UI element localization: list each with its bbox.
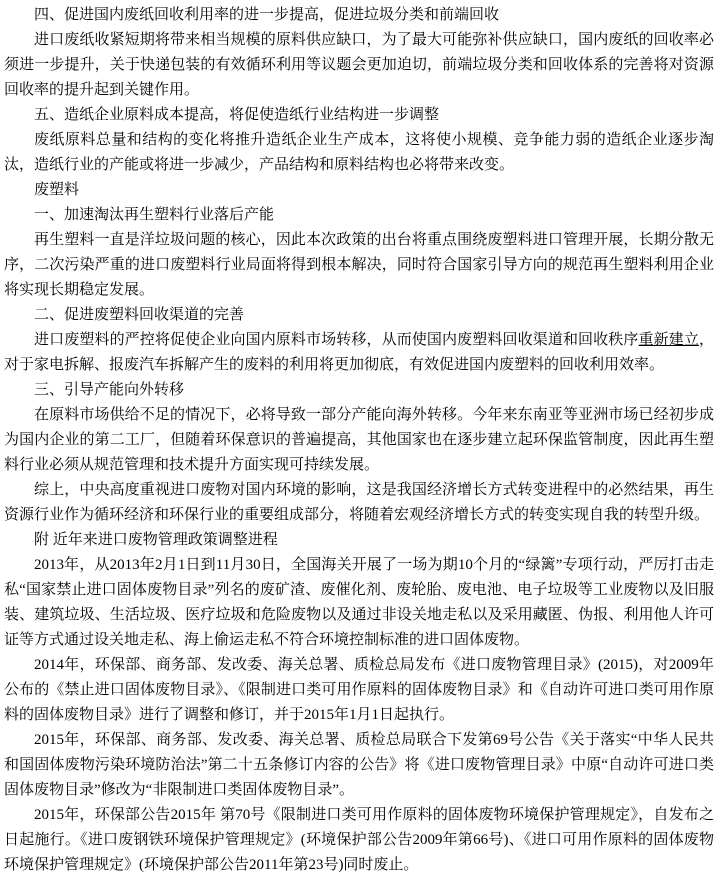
paragraph-policy-2015-no69: 2015年，环保部、商务部、发改委、海关总署、质检总局联合下发第69号公告《关于落实“中华人民共和国固体废物污染环境防治法”第二十五条修订内容的公告》将《进口废物管理目录》中原“自动许可进口类固体废物目录”修改为“非限制进口类固体废物目录”。 [4,732,714,798]
paragraph-waste-paper-recycling: 进口废纸收紧短期将带来相当规模的原料供应缺口，为了最大可能弥补供应缺口，国内废纸的回收率必须进一步提升，关于快递包装的有效循环利用等议题会更加迫切，前端垃圾分类和回收体系的完善将对资源回收率的提升起到关键作用。 [4,32,714,98]
paragraph-policy-2013: 2013年，从2013年2月1日到11月30日，全国海关开展了一场为期10个月的“绿篱”专项行动，严厉打击走私“国家禁止进口固体废物目录”列名的废矿渣、废催化剂、废轮胎、废电池、电子垃圾等工业废物以及旧服装、建筑垃圾、生活垃圾、医疗垃圾和危险废物以及通过非设关地走私以及采用藏匿、伪报、利用他人许可证等方式通过设关地走私、海上偷运走私不符合环境控制标准的进口固体废物。 [4,557,714,648]
paragraph-summary: 综上，中央高度重视进口废物对国内环境的影响，这是我国经济增长方式转变进程中的必然结果，再生资源行业作为循环经济和环保行业的重要组成部分，将随着宏观经济增长方式的转变实现自我的转型升级。 [4,482,714,523]
heading-appendix: 附 近年来进口废物管理政策调整进程 [34,532,278,548]
underlined-phrase: 重新建立 [638,332,699,348]
paragraph-segment-post: ，对于家电拆解、报废汽车拆解产生的废料的利用将更加彻底，有效促进国内废塑料的回收利用效率。 [4,332,714,373]
paragraph-policy-2014: 2014年，环保部、商务部、发改委、海关总署、质检总局发布《进口废物管理目录》(2015)，对2009年公布的《禁止进口固体废物目录》、《限制进口类可用作原料的固体废物目录》和《自动许可进口类可用作原料的固体废物目录》进行了调整和修订，并于2015年1月1日起执行。 [4,657,714,723]
paragraph-plastic-outdated-capacity: 再生塑料一直是洋垃圾问题的核心，因此本次政策的出台将重点围绕废塑料进口管理开展，长期分散无序，二次污染严重的进口废塑料行业局面将得到根本解决，同时符合国家引导方向的规范再生塑料利用企业将实现长期稳定发展。 [4,232,714,298]
heading-plastic-3: 三、引导产能向外转移 [34,382,185,398]
heading-plastic-2: 二、促进废塑料回收渠道的完善 [34,307,245,323]
heading-section-5: 五、造纸企业原料成本提高，将促使造纸行业结构进一步调整 [34,107,440,123]
heading-plastic-1: 一、加速淘汰再生塑料行业落后产能 [34,207,275,223]
paragraph-plastic-recycling-channel [4,328,714,378]
subtitle-waste-plastic: 废塑料 [34,182,80,198]
paragraph-papermaking-cost: 废纸原料总量和结构的变化将推升造纸企业生产成本，这将使小规模、竞争能力弱的造纸企业逐步淘汰，造纸行业的产能或将进一步减少，产品结构和原料结构也必将带来改变。 [4,132,714,173]
paragraph-segment-pre: 进口废塑料的严控将促使企业向国内原料市场转移，从而使国内废塑料回收渠道和回收秩序 [34,332,639,348]
heading-section-4: 四、促进国内废纸回收利用率的进一步提高，促进垃圾分类和前端回收 [34,7,500,23]
paragraph-policy-2015-no70: 2015年，环保部公告2015年 第70号《限制进口类可用作原料的固体废物环境保护管理规定》，自发布之日起施行。《进口废钢铁环境保护管理规定》(环境保护部公告2009年第66号)、《进口可用作原料的固体废物环境保护管理规定》(环境保护部公告2011年第23号)同时废止。 [4,807,714,873]
paragraph-capacity-transfer: 在原料市场供给不足的情况下，必将导致一部分产能向海外转移。今年来东南亚等亚洲市场已经初步成为国内企业的第二工厂，但随着环保意识的普遍提高，其他国家也在逐步建立起环保监管制度，因此再生塑料行业必须从规范管理和技术提升方面实现可持续发展。 [4,407,714,473]
